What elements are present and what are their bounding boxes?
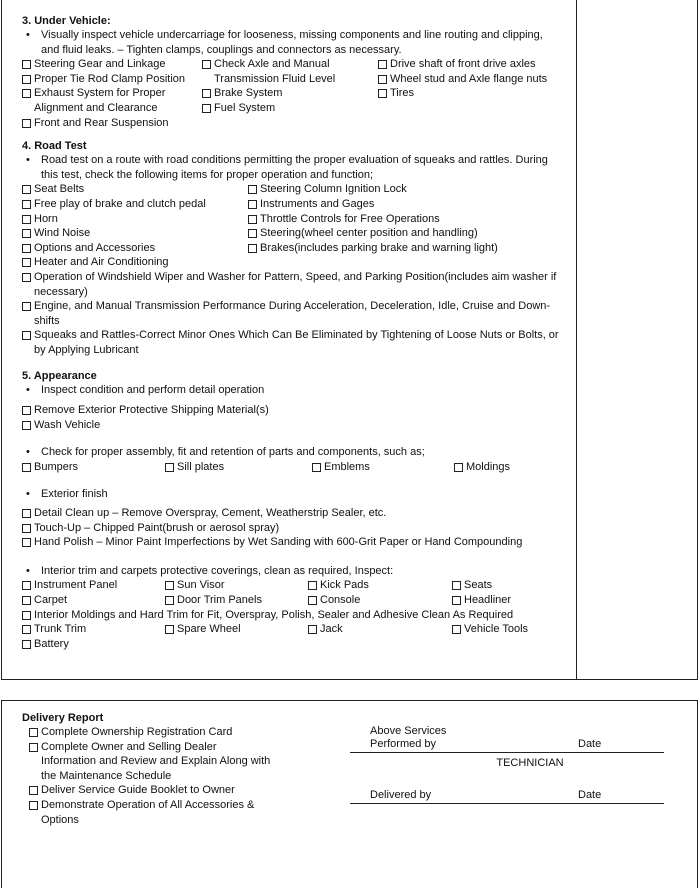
checkbox-item[interactable]: Operation of Windshield Wiper and Washer for Pattern, Speed, and Parking Position(includes aim washer if necessary) — [22, 270, 559, 299]
checkbox-item[interactable]: Remove Exterior Protective Shipping Material(s) — [22, 403, 567, 418]
checkbox-item[interactable]: Door Trim Panels — [165, 593, 308, 608]
checkbox-item[interactable]: Sun Visor — [165, 578, 308, 593]
checkbox-item[interactable]: Instruments and Gages — [248, 197, 558, 212]
delivered-by-signature — [350, 789, 664, 804]
checkbox-item[interactable]: Fuel System — [202, 101, 378, 116]
date-label: Date — [578, 738, 602, 750]
technician-signature — [350, 725, 664, 769]
checkbox-item[interactable]: Detail Clean up – Remove Overspray, Cement, Weatherstrip Sealer, etc. — [22, 506, 567, 521]
checkbox-item[interactable]: Wheel stud and Axle flange nuts — [378, 72, 563, 87]
checkbox-item[interactable]: Steering(wheel center position and handling) — [248, 226, 558, 241]
section4-columns — [22, 182, 567, 270]
checkbox-item[interactable]: Moldings — [454, 460, 510, 475]
checkbox-item[interactable]: Interior Moldings and Hard Trim for Fit, Overspray, Polish, Sealer and Adhesive Clean As Required — [22, 608, 567, 623]
section5-title: 5. Appearance — [22, 370, 97, 383]
checkbox-item[interactable]: Kick Pads — [308, 578, 452, 593]
checkbox-item[interactable]: Check Axle and Manual Transmission Fluid Level — [202, 57, 354, 86]
checkbox-item[interactable]: Spare Wheel — [165, 622, 308, 637]
checkbox-item[interactable]: Carpet — [22, 593, 165, 608]
technician-label: TECHNICIAN — [496, 757, 564, 769]
checkbox-item[interactable]: Sill plates — [165, 460, 312, 475]
delivery-report-title: Delivery Report — [22, 712, 104, 724]
checkbox-item[interactable]: Jack — [308, 622, 452, 637]
checkbox-item[interactable]: Free play of brake and clutch pedal — [22, 197, 248, 212]
checkbox-item[interactable]: Brake System — [202, 86, 378, 101]
checkbox-item[interactable]: Horn — [22, 212, 248, 227]
checkbox-item[interactable]: Brakes(includes parking brake and warning light) — [248, 241, 558, 256]
checkbox-item[interactable]: Headliner — [452, 593, 511, 608]
checkbox-item[interactable]: Front and Rear Suspension — [22, 116, 202, 131]
checkbox-item[interactable]: Heater and Air Conditioning — [22, 255, 248, 270]
checkbox-item[interactable]: Throttle Controls for Free Operations — [248, 212, 558, 227]
section5-bullet-exterior: • Exterior finish — [22, 487, 567, 502]
section3-title: 3. Under Vehicle: — [22, 15, 111, 27]
checkbox-item[interactable]: Wash Vehicle — [22, 418, 567, 433]
checkbox-item[interactable]: Options and Accessories — [22, 241, 248, 256]
checkbox-item[interactable]: Wind Noise — [22, 226, 248, 241]
section5-bullet-inspect: • Inspect condition and perform detail operation — [22, 383, 567, 398]
checkbox-item[interactable]: Battery — [22, 637, 567, 652]
performed-by-label: Performed by — [370, 738, 437, 750]
checklist-content — [22, 14, 567, 651]
checkbox-item[interactable]: Steering Gear and Linkage — [22, 57, 202, 72]
date-label: Date — [578, 789, 602, 801]
checkbox-item[interactable]: Emblems — [312, 460, 454, 475]
section5-bullet-interior: • Interior trim and carpets protective coverings, clean as required, Inspect: — [22, 564, 567, 579]
checkbox-item[interactable]: Drive shaft of front drive axles — [378, 57, 563, 72]
interior-row-3 — [22, 622, 567, 637]
checkbox-item[interactable]: Bumpers — [22, 460, 165, 475]
checkbox-item[interactable]: Deliver Service Guide Booklet to Owner — [29, 783, 342, 798]
delivered-by-label: Delivered by — [370, 789, 432, 801]
assembly-items-row — [22, 460, 567, 475]
checkbox-item[interactable]: Complete Ownership Registration Card — [29, 725, 342, 740]
section5-bullet-assembly: • Check for proper assembly, fit and retention of parts and components, such as; — [22, 445, 567, 460]
checkbox-item[interactable]: Exhaust System for Proper Alignment and Clearance — [22, 86, 184, 115]
checkbox-item[interactable]: Hand Polish – Minor Paint Imperfections by Wet Sanding with 600-Grit Paper or Hand Compounding — [22, 535, 567, 550]
checkbox-item[interactable]: Seats — [452, 578, 492, 593]
checkbox-item[interactable]: Touch-Up – Chipped Paint(brush or aerosol spray) — [22, 521, 567, 536]
section4-title: 4. Road Test — [22, 140, 87, 153]
above-services-label: Above Services — [370, 725, 447, 737]
checkbox-item[interactable]: Engine, and Manual Transmission Performance During Acceleration, Deceleration, Idle, Cruise and Down-shifts — [22, 299, 559, 328]
checkbox-item[interactable]: Demonstrate Operation of All Accessories & Options — [29, 798, 271, 827]
interior-row-1 — [22, 578, 567, 593]
delivery-report — [22, 711, 342, 827]
checkbox-item[interactable]: Console — [308, 593, 452, 608]
checkbox-item[interactable]: Trunk Trim — [22, 622, 165, 637]
interior-row-2 — [22, 593, 567, 608]
checkbox-item[interactable]: Proper Tie Rod Clamp Position — [22, 72, 202, 87]
checkbox-item[interactable]: Tires — [378, 86, 563, 101]
section3-columns — [22, 57, 567, 130]
section3-bullet: • Visually inspect vehicle undercarriage for looseness, missing components and line routing and clipping, and fluid leaks. – Tighten clamps, couplings and connectors as necessary. — [22, 28, 561, 57]
checkbox-item[interactable]: Instrument Panel — [22, 578, 165, 593]
checkbox-item[interactable]: Vehicle Tools — [452, 622, 528, 637]
column-divider — [576, 0, 577, 680]
checkbox-item[interactable]: Seat Belts — [22, 182, 248, 197]
checkbox-item[interactable]: Squeaks and Rattles-Correct Minor Ones Which Can Be Eliminated by Tightening of Loose Nuts or Bolts, or by Applying Lubricant — [22, 328, 559, 357]
checkbox-item[interactable]: Steering Column Ignition Lock — [248, 182, 558, 197]
checkbox-item[interactable]: Complete Owner and Selling Dealer Information and Review and Explain Along with the Maintenance Schedule — [29, 740, 271, 784]
section4-bullet: • Road test on a route with road conditions permitting the proper evaluation of squeaks and rattles. During this test, check the following items for proper operation and function; — [22, 153, 561, 182]
